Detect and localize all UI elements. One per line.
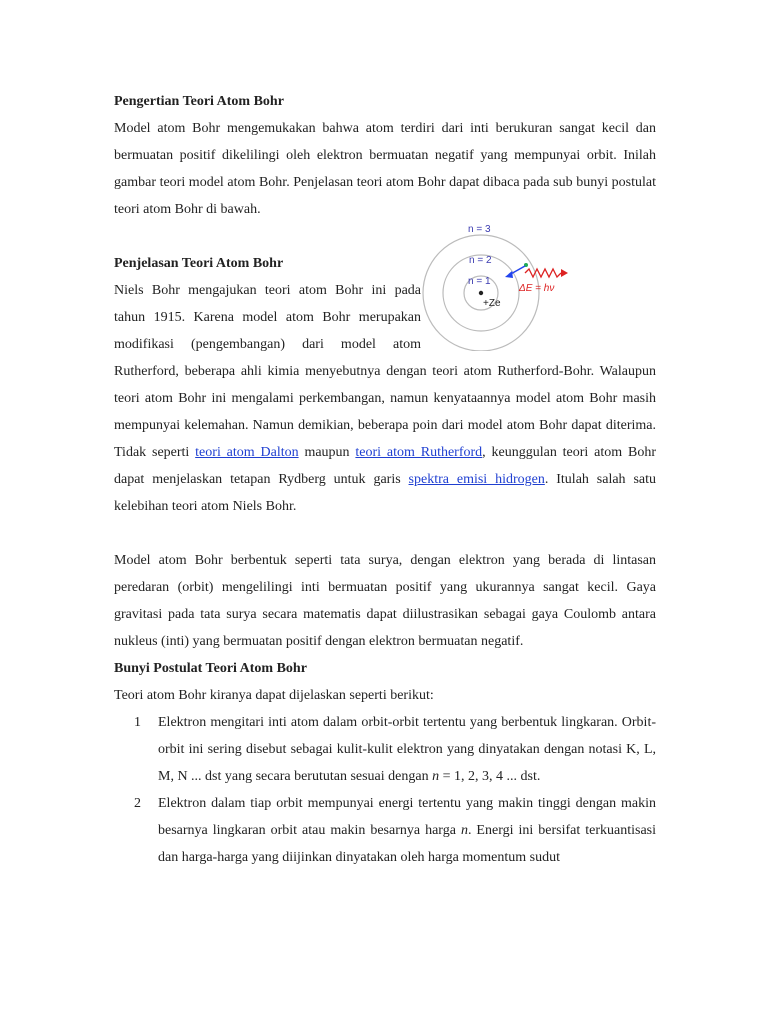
text-run: . Itulah salah satu kelebihan teori atom Niels Bohr.	[114, 472, 656, 514]
paragraph-postulat-intro: Teori atom Bohr kiranya dapat dijelaskan seperti berikut:	[114, 688, 434, 703]
postulate-list	[114, 709, 656, 871]
text-run: Elektron mengitari inti atom dalam orbit-orbit tertentu yang berbentuk lingkaran. Orbit-orbit ini sering disebut sebagai kulit-kulit elektron yang dinyatakan dengan notasi K, L, M, N ... dst yang secara berututan sesuai dengan	[158, 715, 656, 784]
label-energy: ΔE = hν	[519, 283, 555, 294]
link-teori-atom-dalton[interactable]: teori atom Dalton	[195, 445, 299, 460]
photon-arrowhead	[561, 269, 568, 277]
list-item	[134, 709, 656, 790]
label-nucleus: +Ze	[483, 298, 501, 309]
label-n1: n = 1	[468, 276, 491, 287]
link-spektra-emisi-hidrogen[interactable]: spektra emisi hidrogen	[408, 472, 545, 487]
label-n3: n = 3	[468, 224, 491, 235]
section-title-pengertian: Pengertian Teori Atom Bohr	[114, 94, 284, 109]
text-run: . Energi ini bersifat terkuantisasi dan harga-harga yang diijinkan dinyatakan oleh harga momentum sudut	[158, 823, 656, 865]
label-n2: n = 2	[469, 255, 492, 266]
link-teori-atom-rutherford[interactable]: teori atom Rutherford	[355, 445, 483, 460]
bohr-diagram-svg	[421, 223, 656, 351]
bohr-model-figure	[421, 223, 656, 351]
document-page	[114, 88, 656, 871]
section-title-postulat: Bunyi Postulat Teori Atom Bohr	[114, 661, 307, 676]
spacer	[114, 520, 656, 547]
text-run: Niels Bohr mengajukan teori atom Bohr ini pada tahun 1915. Karena model atom Bohr merupakan modifikasi (pengembangan) dari model atom Rutherford, beberapa ahli kimia menyebutnya dengan teori atom Rutherford-Bohr. Walaupun teori atom Bohr ini mengalami perkembangan, namun kenyataannya model atom Bohr masih mempunyai kelemahan. Namun demikian, beberapa poin dari model atom Bohr dapat diterima. Tidak seperti	[114, 283, 656, 460]
nucleus	[479, 291, 483, 295]
text-run: Elektron dalam tiap orbit mempunyai energi tertentu yang makin tinggi dengan makin besarnya lingkaran orbit atau makin besarnya harga	[158, 796, 656, 838]
photon-wave	[525, 269, 561, 277]
list-text	[158, 709, 656, 790]
paragraph-pengertian: Model atom Bohr mengemukakan bahwa atom terdiri dari inti berukuran sangat kecil dan bermuatan positif dikelilingi oleh elektron bermuatan negatif yang mempunyai orbit. Inilah gambar teori model atom Bohr. Penjelasan teori atom Bohr dapat dibaca pada sub bunyi postulat teori atom Bohr di bawah.	[114, 121, 656, 217]
list-text	[158, 790, 656, 871]
italic-variable: n	[460, 823, 468, 838]
italic-variable: n	[432, 769, 440, 784]
text-run: = 1, 2, 3, 4 ... dst.	[439, 769, 541, 784]
text-run: maupun	[298, 445, 356, 460]
text-run: , keunggulan teori atom Bohr dapat menjelaskan tetapan Rydberg untuk garis	[114, 445, 657, 487]
list-number: 1	[134, 715, 141, 730]
section-title-penjelasan: Penjelasan Teori Atom Bohr	[114, 256, 284, 271]
list-number: 2	[134, 796, 141, 811]
electron-arrowhead	[505, 271, 513, 278]
list-item	[134, 790, 656, 871]
paragraph-tata-surya: Model atom Bohr berbentuk seperti tata surya, dengan elektron yang berada di lintasan peredaran (orbit) mengelilingi inti bermuatan positif yang ukurannya sangat kecil. Gaya gravitasi pada tata surya secara matematis dapat diilustrasikan sebagai gaya Coulomb antara nukleus (inti) yang bermuatan positif dengan elektron bermuatan negatif.	[114, 553, 656, 649]
